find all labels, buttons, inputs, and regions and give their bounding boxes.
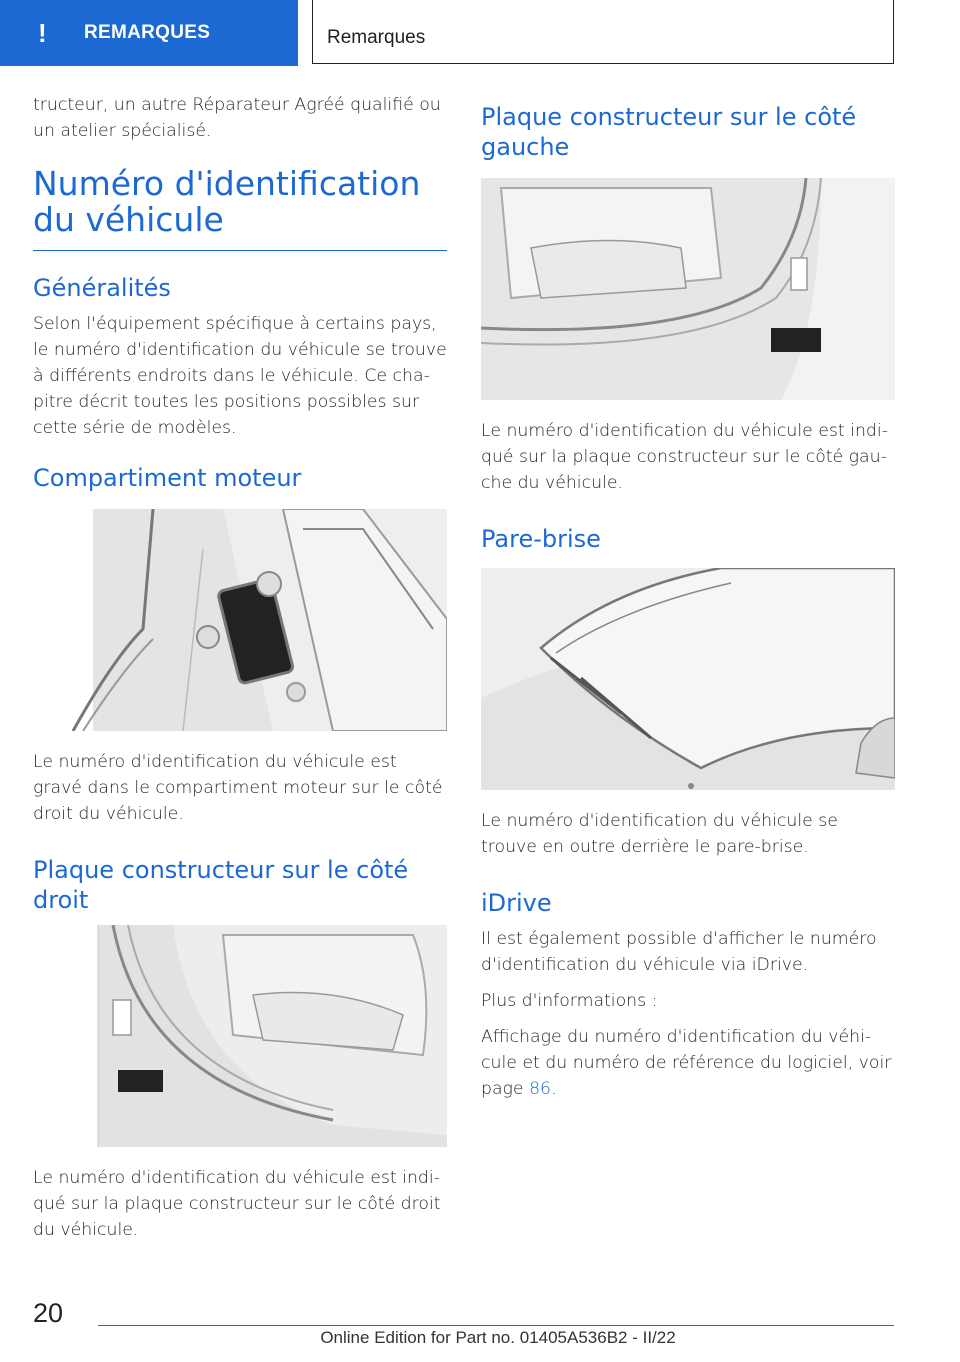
left-side-plate-image <box>481 178 895 400</box>
windscreen-paragraph: Le numéro d'identification du véhicule se trouve en outre derrière le pare-brise. <box>481 811 838 857</box>
idrive-paragraph: Il est également possible d'afficher le numéro d'identification du véhicule via iDrive. <box>481 929 877 975</box>
edition-note: Online Edition for Part no. 01405A536B2 - II/22 <box>320 1328 676 1347</box>
heading-idrive: iDrive <box>481 889 552 917</box>
reference-end: . <box>551 1079 557 1099</box>
heading-general: Généralités <box>33 274 171 302</box>
right-side-plate-image <box>33 925 447 1147</box>
engine-compartment-image <box>33 509 447 731</box>
heading-divider <box>33 250 447 251</box>
heading-left-side-plate: Plaque constructeur sur le côté gauche <box>481 103 857 161</box>
right-column <box>481 92 895 1112</box>
reference-text: Affichage du numéro d'identification du véhicule et du numéro de référence du logiciel, voir page <box>481 1027 892 1099</box>
heading-engine-compartment: Compartiment moteur <box>33 464 302 492</box>
intro-paragraph: tructeur, un autre Réparateur Agréé qualifié ou un atelier spécialisé. <box>33 95 441 141</box>
heading-windscreen: Pare-brise <box>481 525 601 553</box>
windscreen-image <box>481 568 895 790</box>
engine-compartment-paragraph: Le numéro d'identification du véhicule est gravé dans le compartiment moteur sur le côté droit du véhicule. <box>33 752 443 824</box>
page-number: 20 <box>33 1298 64 1328</box>
left-side-plate-paragraph: Le numéro d'identification du véhicule est indiqué sur la plaque constructeur sur le côté gauche du véhicule. <box>481 421 888 493</box>
main-heading: Numéro d'identification du véhicule <box>33 164 421 239</box>
more-info-label: Plus d'informations : <box>481 991 658 1011</box>
left-column <box>33 92 447 1253</box>
footer-divider <box>98 1325 894 1326</box>
chapter-tab <box>0 0 298 66</box>
right-side-plate-paragraph: Le numéro d'identification du véhicule est indiqué sur la plaque constructeur sur le côté droit du véhicule. <box>33 1168 441 1240</box>
heading-right-side-plate: Plaque constructeur sur le côté droit <box>33 856 409 914</box>
reference-paragraph <box>481 1024 895 1102</box>
exclamation-icon: ! <box>38 17 47 48</box>
section-title: Remarques <box>327 27 426 48</box>
chapter-tab-label: REMARQUES <box>84 22 211 43</box>
page-reference-link[interactable]: 86 <box>529 1079 552 1099</box>
general-paragraph: Selon l'équipement spécifique à certains pays, le numéro d'identification du véhicule se trouve à différents endroits dans le véhicule. Ce chapitre décrit toutes les positions possibles sur cette série de modèles. <box>33 314 447 438</box>
section-header <box>312 0 894 64</box>
